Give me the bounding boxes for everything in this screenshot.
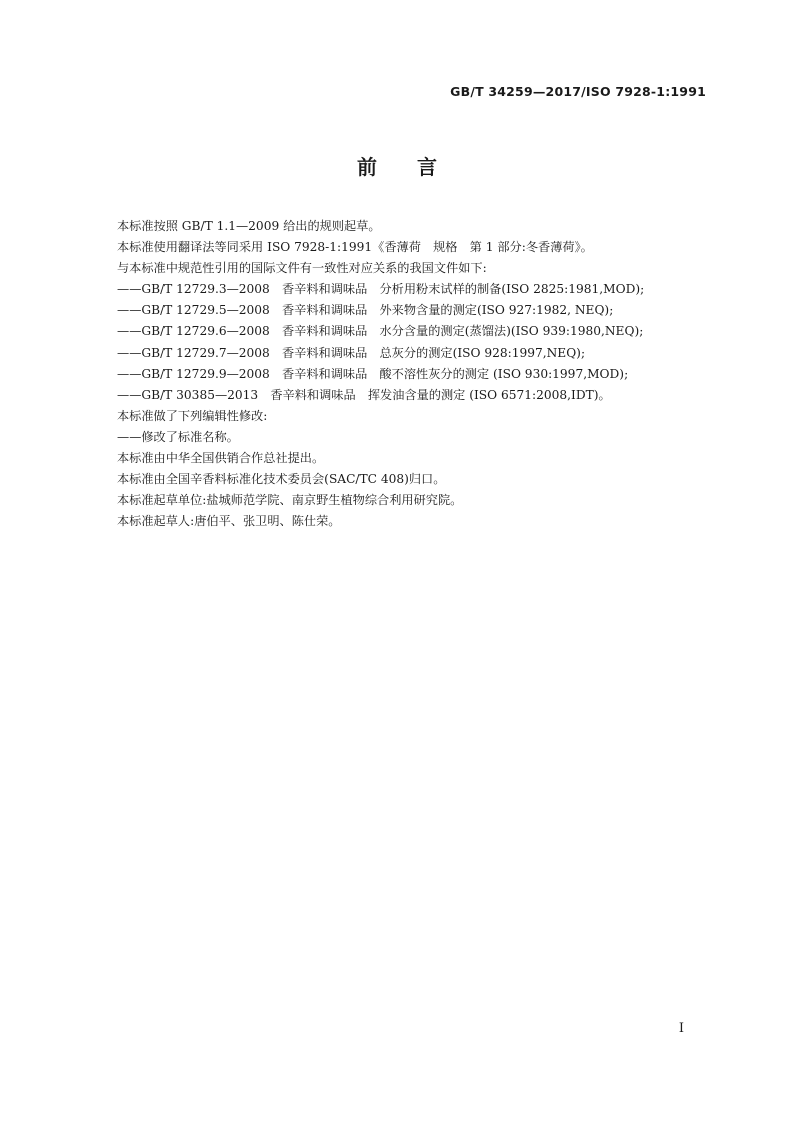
- paragraph-drafting-units: 本标准起草单位:盐城师范学院、南京野生植物综合利用研究院。: [117, 493, 463, 508]
- paragraph-adoption: 本标准使用翻译法等同采用 ISO 7928-1:1991《香薄荷 规格 第 1 部分:冬香薄荷》。: [117, 240, 593, 255]
- standard-code: GB/T 34259—2017/ISO 7928-1:1991: [450, 84, 706, 99]
- reference-item: ——GB/T 12729.7—2008 香辛料和调味品 总灰分的测定(ISO 928:1997,NEQ);: [117, 345, 586, 360]
- reference-item: ——GB/T 30385—2013 香辛料和调味品 挥发油含量的测定 (ISO 6571:2008,IDT)。: [117, 387, 611, 402]
- paragraph-drafting-rules: 本标准按照 GB/T 1.1—2009 给出的规则起草。: [117, 219, 381, 233]
- foreword-body: [117, 216, 717, 532]
- paragraph-proposer: 本标准由中华全国供销合作总社提出。: [117, 451, 325, 466]
- paragraph-editorial-intro: 本标准做了下列编辑性修改:: [117, 408, 268, 423]
- paragraph-committee: 本标准由全国辛香料标准化技术委员会(SAC/TC 408)归口。: [117, 472, 446, 487]
- reference-item: ——GB/T 12729.6—2008 香辛料和调味品 水分含量的测定(蒸馏法)(ISO 939:1980,NEQ);: [117, 324, 644, 339]
- page-number: I: [678, 1021, 684, 1036]
- reference-item: ——GB/T 12729.9—2008 香辛料和调味品 酸不溶性灰分的测定 (ISO 930:1997,MOD);: [117, 366, 629, 381]
- page-title: 前 言: [357, 155, 437, 179]
- reference-item: ——GB/T 12729.5—2008 香辛料和调味品 外来物含量的测定(ISO 927:1982, NEQ);: [117, 303, 614, 318]
- paragraph-reference-intro: 与本标准中规范性引用的国际文件有一致性对应关系的我国文件如下:: [117, 261, 487, 276]
- reference-item: ——GB/T 12729.3—2008 香辛料和调味品 分析用粉末试样的制备(ISO 2825:1981,MOD);: [117, 282, 645, 297]
- paragraph-drafters: 本标准起草人:唐伯平、张卫明、陈仕荣。: [117, 514, 341, 529]
- editorial-item: ——修改了标准名称。: [117, 429, 239, 444]
